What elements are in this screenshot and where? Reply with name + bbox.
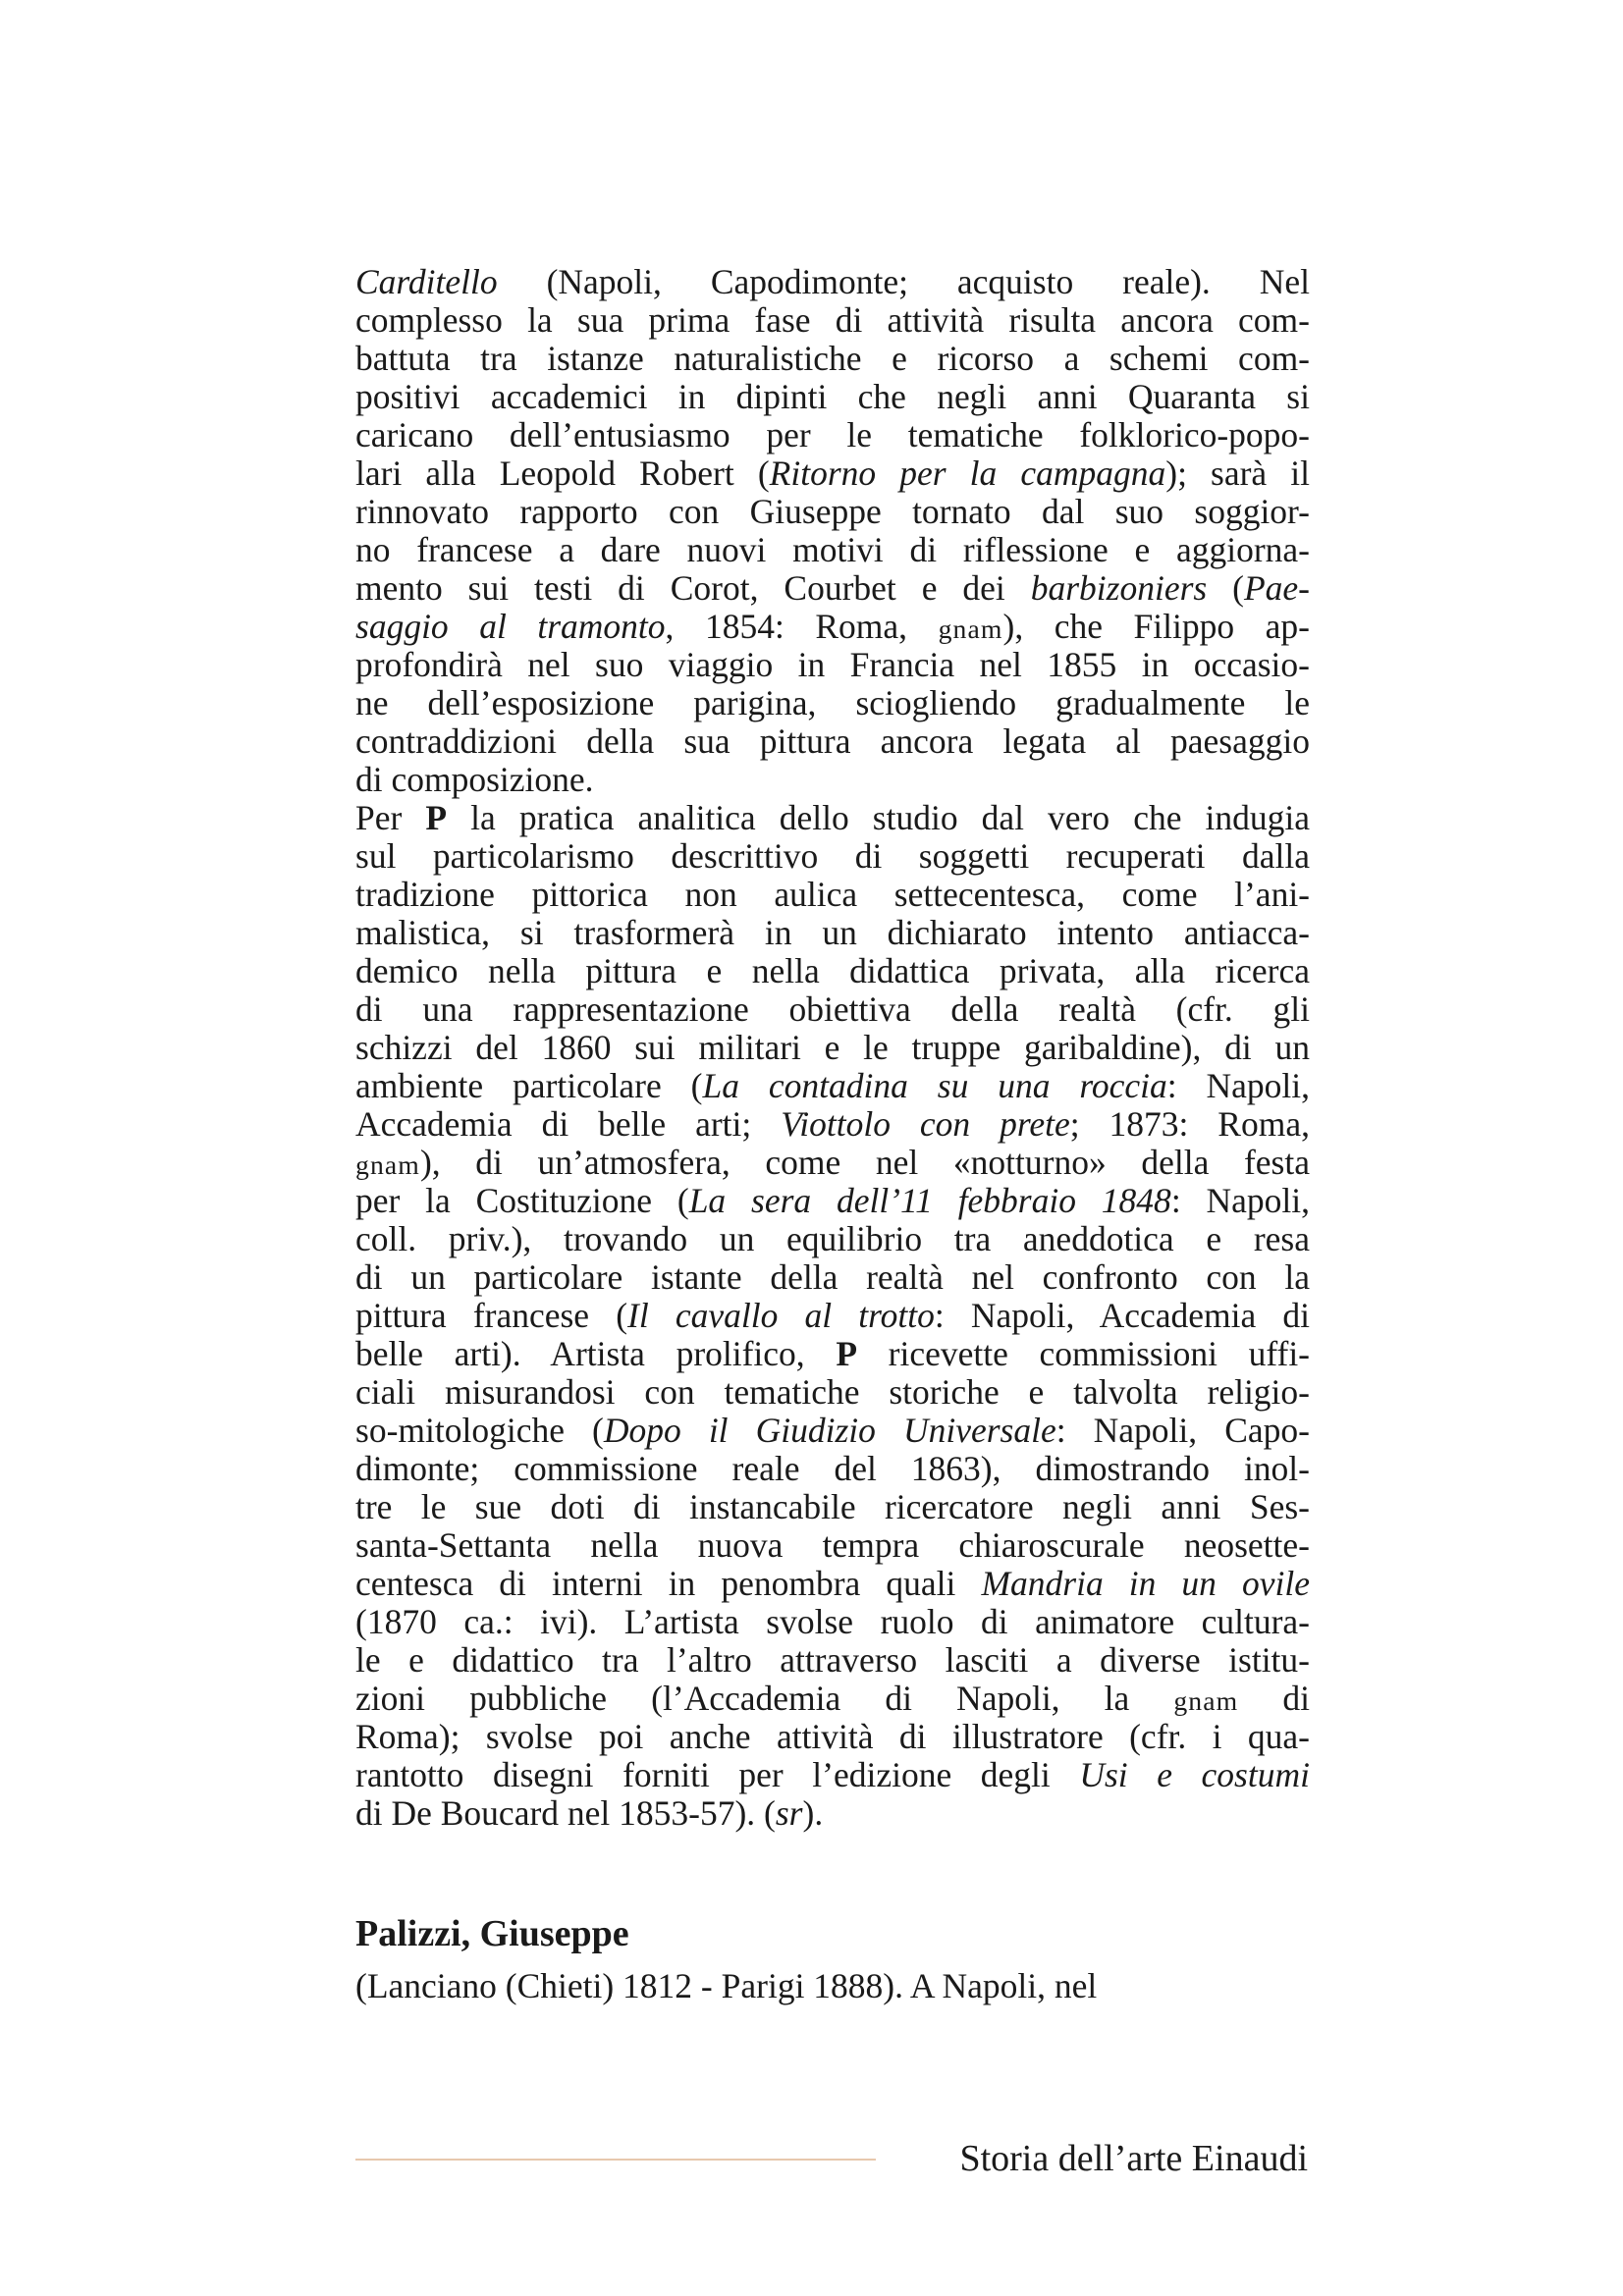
text-line: demico nella pittura e nella didattica privata, alla ricerca xyxy=(355,951,1310,990)
text-line: so-mitologiche (Dopo il Giudizio Universale: Napoli, Capo- xyxy=(355,1411,1310,1450)
text-line: rinnovato rapporto con Giuseppe tornato dal suo soggior- xyxy=(355,492,1310,531)
text-line: battuta tra istanze naturalistiche e ricorso a schemi com- xyxy=(355,339,1310,378)
text-line: contraddizioni della sua pittura ancora legata al paesaggio xyxy=(355,721,1310,761)
text-line: tradizione pittorica non aulica settecentesca, come l’ani- xyxy=(355,875,1310,914)
main-text xyxy=(355,263,1310,1833)
text-line: saggio al tramonto, 1854: Roma, gnam), che Filippo ap- xyxy=(355,607,1310,646)
text-line: caricano dell’entusiasmo per le tematiche folklorico-popo- xyxy=(355,415,1310,454)
text-line: santa-Settanta nella nuova tempra chiaroscurale neosette- xyxy=(355,1525,1310,1565)
entry-first-line: (Lanciano (Chieti) 1812 - Parigi 1888). A Napoli, nel xyxy=(355,1966,1098,2005)
text-line: ciali misurandosi con tematiche storiche e talvolta religio- xyxy=(355,1372,1310,1412)
footer-title: Storia dell’arte Einaudi xyxy=(959,2138,1308,2179)
text-line: no francese a dare nuovi motivi di riflessione e aggiorna- xyxy=(355,530,1310,569)
text-line: belle arti). Artista prolifico, P ricevette commissioni uffi- xyxy=(355,1334,1311,1373)
text-line: positivi accademici in dipinti che negli anni Quaranta si xyxy=(355,377,1310,416)
text-line: gnam), di un’atmosfera, come nel «notturno» della festa xyxy=(355,1143,1310,1182)
paragraph-2 xyxy=(355,799,1310,1833)
text-line: di composizione. xyxy=(355,760,594,799)
text-line: le e didattico tra l’altro attraverso lasciti a diverse istitu- xyxy=(355,1640,1310,1680)
text-line: di De Boucard nel 1853-57). (sr). xyxy=(355,1793,824,1833)
entry-heading: Palizzi, Giuseppe xyxy=(355,1913,629,1954)
text-line: ne dell’esposizione parigina, sciogliendo gradualmente le xyxy=(355,683,1310,722)
text-line: Per P la pratica analitica dello studio dal vero che indugia xyxy=(355,798,1310,837)
text-line: rantotto disegni forniti per l’edizione degli Usi e costumi xyxy=(355,1755,1310,1794)
text-line: zioni pubbliche (l’Accademia di Napoli, la gnam di xyxy=(355,1679,1310,1718)
text-line: complesso la sua prima fase di attività risulta ancora com- xyxy=(355,300,1310,340)
text-line: malistica, si trasformerà in un dichiarato intento antiacca- xyxy=(355,913,1310,952)
text-line: (1870 ca.: ivi). L’artista svolse ruolo di animatore cultura- xyxy=(355,1602,1310,1641)
text-line: sul particolarismo descrittivo di soggetti recuperati dalla xyxy=(355,836,1310,876)
text-line: Carditello (Napoli, Capodimonte; acquisto reale). Nel xyxy=(355,262,1310,301)
text-line: di un particolare istante della realtà nel confronto con la xyxy=(355,1257,1310,1297)
text-line: centesca di interni in penombra quali Mandria in un ovile xyxy=(355,1564,1310,1603)
text-line: per la Costituzione (La sera dell’11 febbraio 1848: Napoli, xyxy=(355,1181,1310,1220)
text-line: mento sui testi di Corot, Courbet e dei barbizoniers (Pae- xyxy=(355,568,1310,608)
text-line: di una rappresentazione obiettiva della realtà (cfr. gli xyxy=(355,989,1310,1029)
text-line: Accademia di belle arti; Viottolo con prete; 1873: Roma, xyxy=(355,1104,1310,1144)
text-line: schizzi del 1860 sui militari e le truppe garibaldine), di un xyxy=(355,1028,1310,1067)
text-line: coll. priv.), trovando un equilibrio tra aneddotica e resa xyxy=(355,1219,1310,1258)
text-line: ambiente particolare (La contadina su una roccia: Napoli, xyxy=(355,1066,1310,1105)
text-line: lari alla Leopold Robert (Ritorno per la campagna); sarà il xyxy=(355,454,1311,493)
text-line: pittura francese (Il cavallo al trotto: Napoli, Accademia di xyxy=(355,1296,1310,1335)
footer-rule xyxy=(355,2159,876,2161)
text-line: profondirà nel suo viaggio in Francia nel 1855 in occasio- xyxy=(355,645,1310,684)
text-line: tre le sue doti di instancabile ricercatore negli anni Ses- xyxy=(355,1487,1310,1526)
text-line: dimonte; commissione reale del 1863), dimostrando inol- xyxy=(355,1449,1310,1488)
paragraph-1 xyxy=(355,263,1310,799)
text-line: Roma); svolse poi anche attività di illustratore (cfr. i qua- xyxy=(355,1717,1310,1756)
